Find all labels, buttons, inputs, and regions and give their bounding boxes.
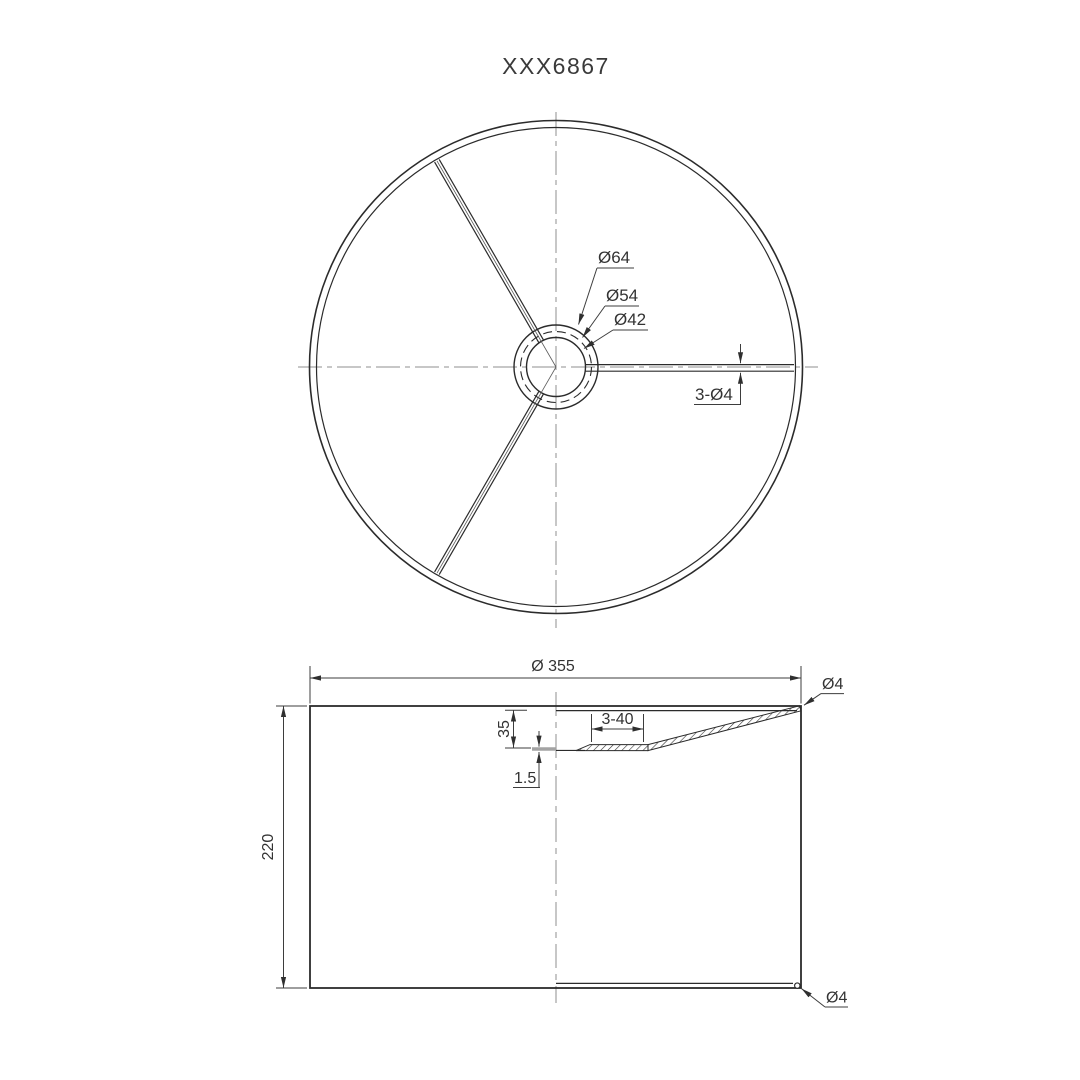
spoke-upper-left [435,159,556,367]
side-view [260,658,848,1007]
dim-overall-height-label: 220 [260,833,277,861]
dim-bottom-ring-wire-label: Ø4 [826,989,848,1007]
dim-overall-diameter-label: Ø 355 [531,658,575,675]
spoke-arm-flat-section [576,745,648,751]
dim-hub-outer-label: Ø64 [598,248,631,267]
dim-top-ring-wire-label: Ø4 [822,676,844,693]
spoke-lower-left [435,367,556,575]
dim-recess-depth-label: 35 [496,720,513,738]
dim-hub-inner-label: Ø42 [614,310,647,329]
bottom-ring-wire-section [795,983,800,988]
spoke-right [586,365,795,372]
dim-hub-middle-label: Ø54 [606,286,639,305]
dim-spoke-wires-label: 3-Ø4 [695,385,733,404]
dim-hub-inner [584,330,648,349]
dim-arm-flat-length-label: 3-40 [601,711,634,728]
dim-overall-height [276,706,307,988]
spoke-arm-diagonal-section [648,706,801,751]
drawing-title: XXX6867 [502,53,610,79]
dim-top-ring-wire [804,694,844,706]
top-view [298,112,818,628]
dim-plate-thickness-label: 1.5 [514,770,537,787]
